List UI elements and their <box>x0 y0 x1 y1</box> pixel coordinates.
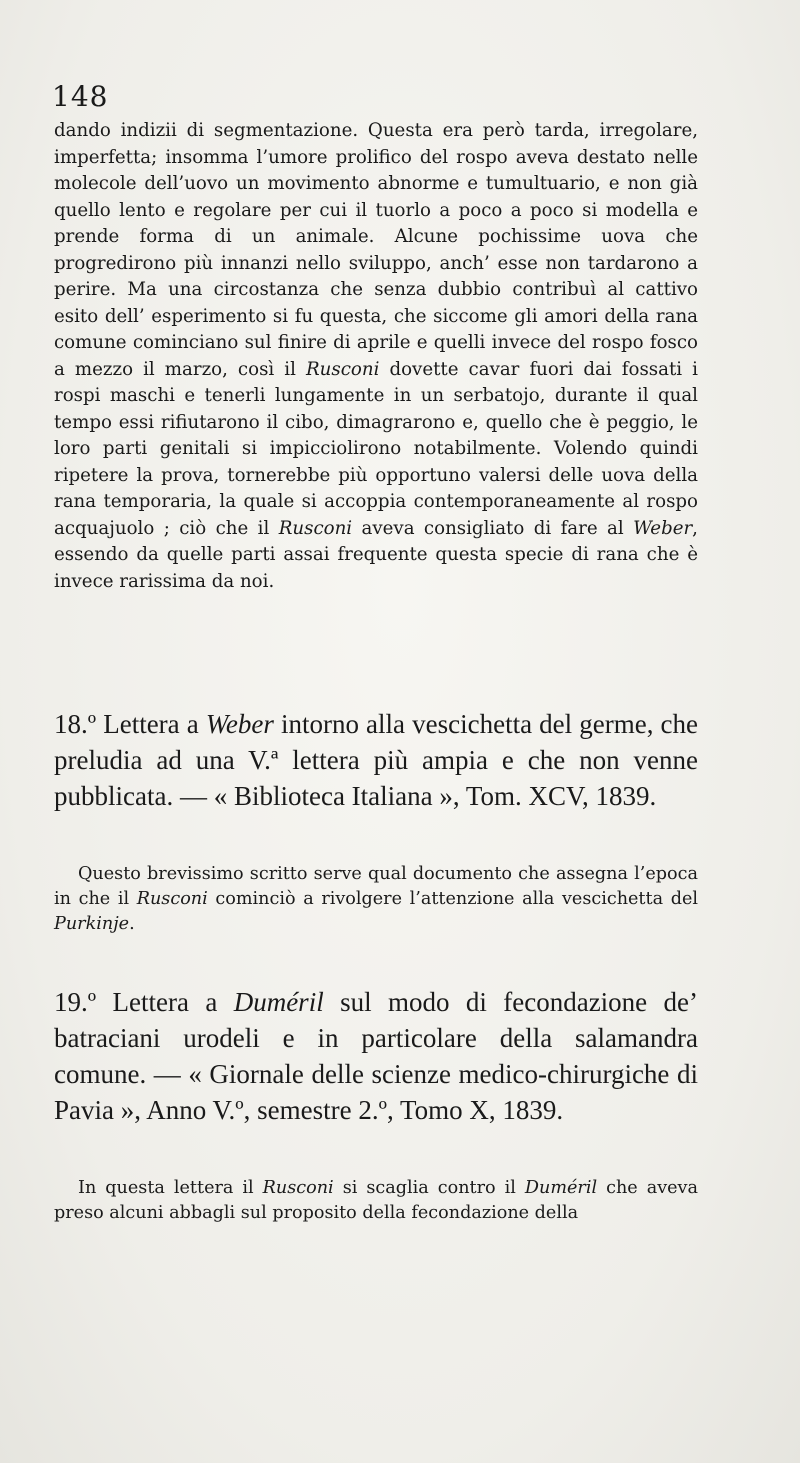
text-segment: In questa lettera il <box>78 1178 254 1198</box>
paragraph-text <box>54 118 698 595</box>
author-name-dumeril: Duméril <box>524 1178 598 1198</box>
text-segment: che aveva preso alcuni abbagli sul proposito della fecondazione della <box>54 1178 698 1223</box>
section-heading-18 <box>54 706 698 814</box>
text-segment: Questo brevissimo scritto serve qual documento che assegna l’epoca in che il <box>54 864 698 909</box>
page-number: 148 <box>52 80 109 113</box>
author-name-rusconi: Rusconi <box>136 889 208 909</box>
author-name-rusconi: Rusconi <box>305 358 380 380</box>
author-name-weber: Weber <box>633 517 693 539</box>
heading-name-weber: Weber <box>205 709 274 739</box>
author-name-purkinje: Purkinje <box>54 914 130 934</box>
text-segment: dando indizii di segmentazione. Questa era però tarda, irregolare, imperfetta; insomma l’umore prolifico del rospo aveva destato nelle molecole dell’uovo un movimento abnorme e tumultuario, e non già quello lento e regolare per cui il tuorlo a poco a poco si modella e prende forma di un animale. Alcune pochissime uova che progredirono più innanzi nello sviluppo, anch’ esse non tardarono a perire. Ma una circostanza che senza dubbio contribuì al cattivo esito dell’ esperimento si fu questa, che siccome gli amori della rana comune cominciano sul finire di aprile e quelli invece del rospo fosco a mezzo il marzo, così il <box>54 120 698 380</box>
section-body-18 <box>54 862 698 937</box>
text-segment: si scaglia contro il <box>342 1178 516 1198</box>
heading-text: 19.º Lettera a <box>54 987 218 1017</box>
section-heading-19 <box>54 984 698 1128</box>
section-description <box>54 862 698 937</box>
author-name-rusconi: Rusconi <box>278 517 353 539</box>
heading-text: intorno alla vescichetta del germe, che preludia ad una V.ª lettera più ampia e che non venne pubblicata. — « Biblioteca Italiana », Tom. XCV, 1839. <box>54 709 699 811</box>
section-title <box>54 984 698 1128</box>
section-description <box>54 1176 698 1226</box>
section-body-19 <box>54 1176 698 1226</box>
text-segment: , essendo da quelle parti assai frequente questa specie di rana che è invece rarissima da noi. <box>54 517 698 592</box>
text-segment: . <box>129 914 135 934</box>
heading-name-dumeril: Duméril <box>233 987 324 1017</box>
section-title <box>54 706 698 814</box>
text-segment: dovette cavar fuori dai fossati i rospi maschi e tenerli lungamente in un serbatojo, durante il qual tempo essi rifiutarono il cibo, dimagrarono e, quello che è peggio, le loro parti genitali si impicciolirono notabilmente. Volendo quindi ripetere la prova, tornerebbe più opportuno valersi delle uova della rana temporaria, la quale si accoppia contemporaneamente al rospo acquajuolo ; ciò che il <box>54 358 698 539</box>
paragraph-continuation <box>54 118 698 595</box>
heading-text: sul modo di fecondazione de’ batraciani urodeli e in particolare della salamandra comune. — « Giornale delle scienze medico-chirurgiche di Pavia », Anno V.º, semestre 2.º, Tomo X, 1839. <box>54 987 699 1125</box>
author-name-rusconi: Rusconi <box>262 1178 334 1198</box>
text-segment: cominciò a rivolgere l’attenzione alla vescichetta del <box>215 889 699 909</box>
text-segment: aveva consigliato di fare al <box>361 517 624 539</box>
heading-text: 18.º Lettera a <box>54 709 199 739</box>
